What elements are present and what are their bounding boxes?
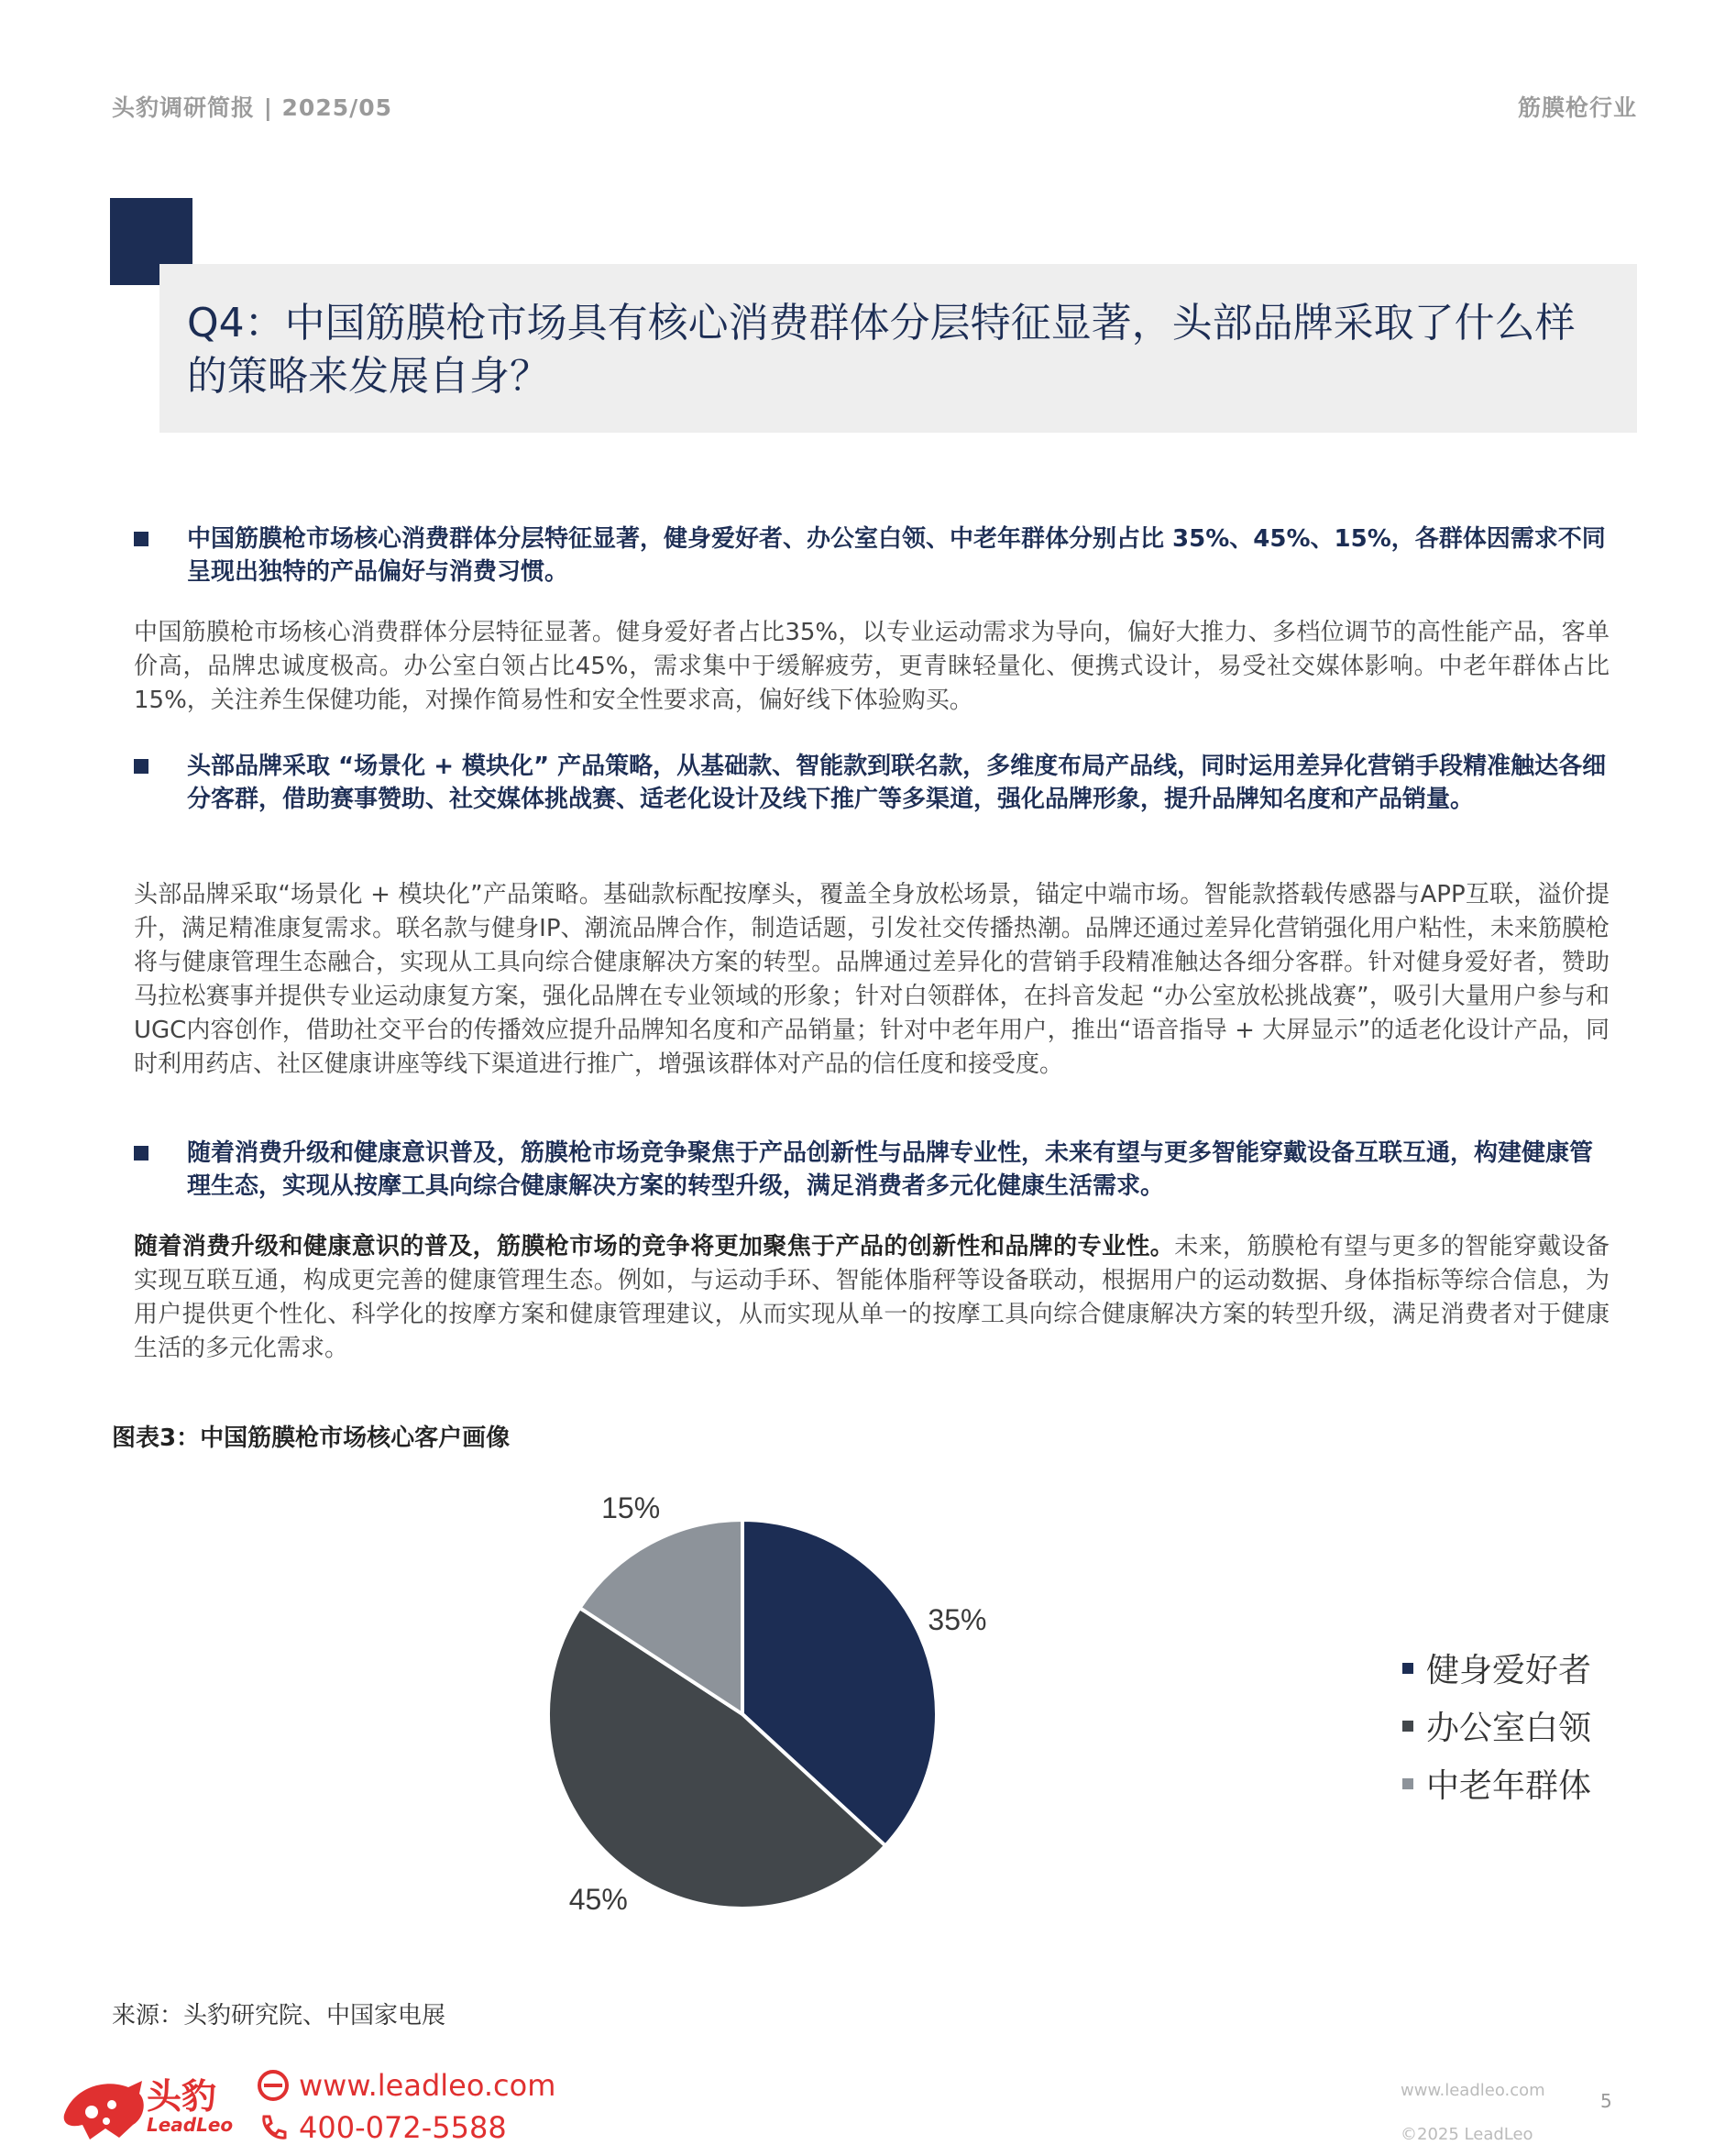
website-contact[interactable] <box>257 2068 555 2103</box>
chart-legend <box>1402 1639 1591 1812</box>
legend-swatch <box>1402 1778 1413 1789</box>
legend-label: 办公室白领 <box>1426 1710 1592 1747</box>
bullet-text: 头部品牌采取 “场景化 + 模块化” 产品策略，从基础款、智能款到联名款，多维度布局产品线，同时运用差异化营销手段精准触达各细分客群，借助赛事赞助、社交媒体挑战赛、适老化设计及线下推广等多渠道，强化品牌形象，提升品牌知名度和产品销量。 <box>187 753 1607 813</box>
header-industry: 筋膜枪行业 <box>1517 94 1637 121</box>
pie-label-1: 35% <box>928 1603 987 1637</box>
page-number: 5 <box>1600 2090 1612 2112</box>
legend-label: 中老年群体 <box>1426 1767 1592 1805</box>
section-2-body: 头部品牌采取“场景化 + 模块化”产品策略。基础款标配按摩头，覆盖全身放松场景，锚定中端市场。智能款搭载传感器与APP互联，溢价提升，满足精准康复需求。联名款与健身IP、潮流品牌合作，制造话题，引发社交传播热潮。品牌还通过差异化营销强化用户粘性，未来筋膜枪将与健康管理生态融合，实现从工具向综合健康解决方案的转型。品牌通过差异化的营销手段精准触达各细分客群。针对健身爱好者，赞助马拉松赛事并提供专业运动康复方案，强化品牌在专业领域的形象；针对白领群体，在抖音发起 “办公室放松挑战赛”，吸引大量用户参与和UGC内容创作，借助社交平台的传播效应提升品牌知名度和产品销量；针对中老年用户，推出“语音指导 + 大屏显示”的适老化设计产品，同时利用药店、社区健康讲座等线下渠道进行推广，增强该群体对产品的信任度和接受度。 <box>134 881 1610 1078</box>
section-3-body-rest: 未来，筋膜枪有望与更多的智能穿戴设备实现互联互通，构成更完善的健康管理生态。例如，与运动手环、智能体脂秤等设备联动，根据用户的运动数据、身体指标等综合信息，为用户提供更个性化、科学化的按摩方案和健康管理建议，从而实现从单一的按摩工具向综合健康解决方案的转型升级，满足消费者对于健康生活的多元化需求。 <box>134 1233 1610 1362</box>
website-link[interactable]: www.leadleo.com <box>299 2068 556 2103</box>
section-3-body <box>134 1230 1610 1366</box>
footer-small-url: www.leadleo.com <box>1401 2081 1545 2100</box>
brand-subtitle: LeadLeo <box>147 2114 234 2136</box>
legend-item-3 <box>1402 1754 1591 1812</box>
section-1-body: 中国筋膜枪市场核心消费群体分层特征显著。健身爱好者占比35%，以专业运动需求为导向，偏好大推力、多档位调节的高性能产品，客单价高，品牌忠诚度极高。办公室白领占比45%，需求集中于缓解疲劳，更青睐轻量化、便携式设计，易受社交媒体影响。中老年群体占比15%，关注养生保健功能，对操作简易性和安全性要求高，偏好线下体验购买。 <box>134 619 1610 714</box>
phone-contact[interactable] <box>257 2110 507 2145</box>
section-2-bullet <box>134 750 1610 816</box>
pie-chart <box>532 1485 1008 1943</box>
brand-name: 头豹 <box>147 2076 217 2117</box>
figure-source: 来源：头豹研究院、中国家电展 <box>112 2002 446 2030</box>
section-1-bullet <box>134 522 1610 588</box>
legend-item-1 <box>1402 1639 1591 1697</box>
bullet-text: 随着消费升级和健康意识普及，筋膜枪市场竞争聚焦于产品创新性与品牌专业性，未来有望与更多智能穿戴设备互联互通，构建健康管理生态，实现从按摩工具向综合健康解决方案的转型升级，满足消费者多元化健康生活需求。 <box>187 1139 1594 1200</box>
figure-title: 图表3：中国筋膜枪市场核心客户画像 <box>112 1424 511 1452</box>
legend-swatch <box>1402 1721 1413 1732</box>
bullet-square-icon <box>134 1146 148 1160</box>
header-report-title: 头豹调研简报 | 2025/05 <box>112 94 393 121</box>
legend-label: 健身爱好者 <box>1426 1652 1592 1689</box>
legend-swatch <box>1402 1663 1413 1674</box>
bullet-square-icon <box>134 532 148 546</box>
footer-copyright: ©2025 LeadLeo <box>1401 2125 1533 2144</box>
question-box <box>159 264 1637 433</box>
bullet-square-icon <box>134 759 148 774</box>
legend-item-2 <box>1402 1697 1591 1754</box>
phone-icon <box>257 2111 290 2144</box>
section-3-body-lead: 随着消费升级和健康意识的普及，筋膜枪市场的竞争将更加聚焦于产品的创新性和品牌的专业性。 <box>134 1233 1175 1260</box>
question-title: Q4：中国筋膜枪市场具有核心消费群体分层特征显著，头部品牌采取了什么样的策略来发展自身？ <box>187 300 1576 400</box>
pie-label-2: 45% <box>568 1883 628 1917</box>
bullet-text: 中国筋膜枪市场核心消费群体分层特征显著，健身爱好者、办公室白领、中老年群体分别占比 35%、45%、15%，各群体因需求不同呈现出独特的产品偏好与消费习惯。 <box>187 525 1606 586</box>
section-3-bullet <box>134 1137 1610 1203</box>
phone-number[interactable]: 400-072-5588 <box>299 2110 507 2145</box>
web-e-icon <box>257 2069 290 2102</box>
pie-label-3: 15% <box>601 1490 661 1524</box>
